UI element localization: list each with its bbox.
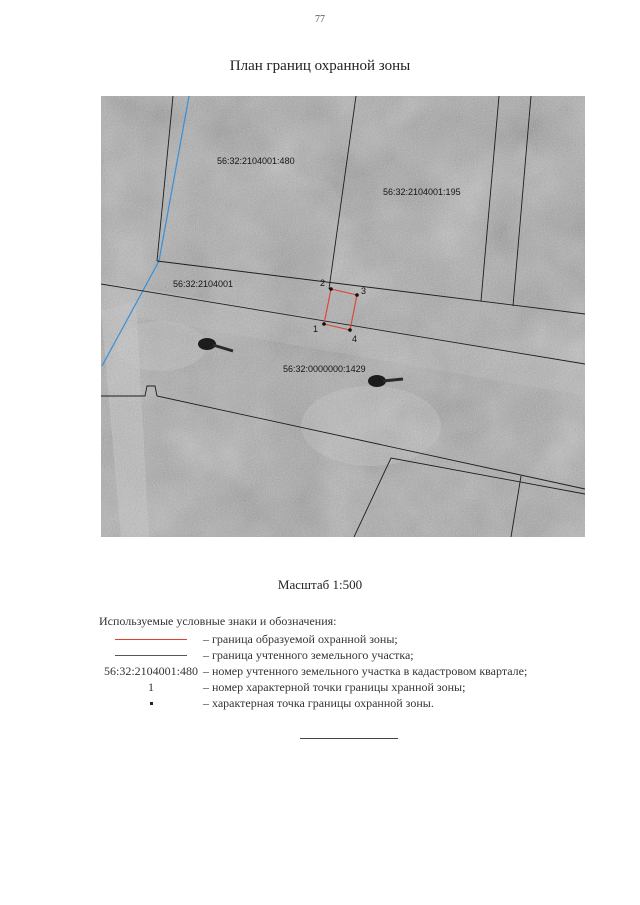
parcel-label-quarter: 56:32:2104001 (173, 279, 234, 289)
point-label-1: 1 (313, 324, 319, 334)
legend-row-zone-boundary (99, 631, 599, 647)
legend-key-text: 56:32:2104001:480 (103, 664, 198, 678)
legend-key-black-line (99, 647, 203, 663)
legend-heading: Используемые условные знаки и обозначения: (99, 614, 337, 628)
point-label-3: 3 (361, 286, 367, 296)
zone-point-1 (322, 322, 326, 326)
zone-point-4 (348, 328, 352, 332)
legend (99, 614, 599, 711)
point-label-4: 4 (352, 334, 358, 344)
legend-desc: – номер характерной точки границы хранной зоны; (203, 680, 466, 694)
parcel-label-1429: 56:32:0000000:1429 (283, 364, 366, 374)
map-texture-fine (101, 96, 585, 537)
parcel-label-195: 56:32:2104001:195 (383, 187, 461, 197)
page-number: 77 (315, 14, 325, 25)
map-image (101, 96, 585, 537)
legend-desc: – граница образуемой охранной зоны; (203, 632, 398, 646)
legend-key-red-line (99, 631, 203, 647)
legend-key-dot (99, 695, 203, 711)
zone-point-2 (329, 287, 333, 291)
parcel-label-480: 56:32:2104001:480 (217, 156, 295, 166)
legend-desc: – характерная точка границы охранной зоны. (203, 696, 434, 710)
map-scale: Масштаб 1:500 (277, 577, 363, 592)
page-title: План границ охранной зоны (229, 58, 411, 74)
legend-desc: – граница учтенного земельного участка; (203, 648, 414, 662)
legend-row-point-number (99, 679, 599, 695)
legend-row-parcel-boundary (99, 647, 599, 663)
point-dot-swatch (150, 702, 153, 705)
legend-key-text: 1 (148, 680, 154, 694)
red-line-swatch (115, 639, 187, 640)
dark-object-2-tail (383, 379, 403, 381)
legend-desc: – номер учтенного земельного участка в кадастровом квартале; (203, 664, 528, 678)
zone-point-3 (355, 293, 359, 297)
bottom-rule (300, 738, 398, 739)
black-line-swatch (115, 655, 187, 656)
legend-row-parcel-number (99, 663, 599, 679)
point-label-2: 2 (320, 278, 326, 288)
legend-row-point (99, 695, 599, 711)
